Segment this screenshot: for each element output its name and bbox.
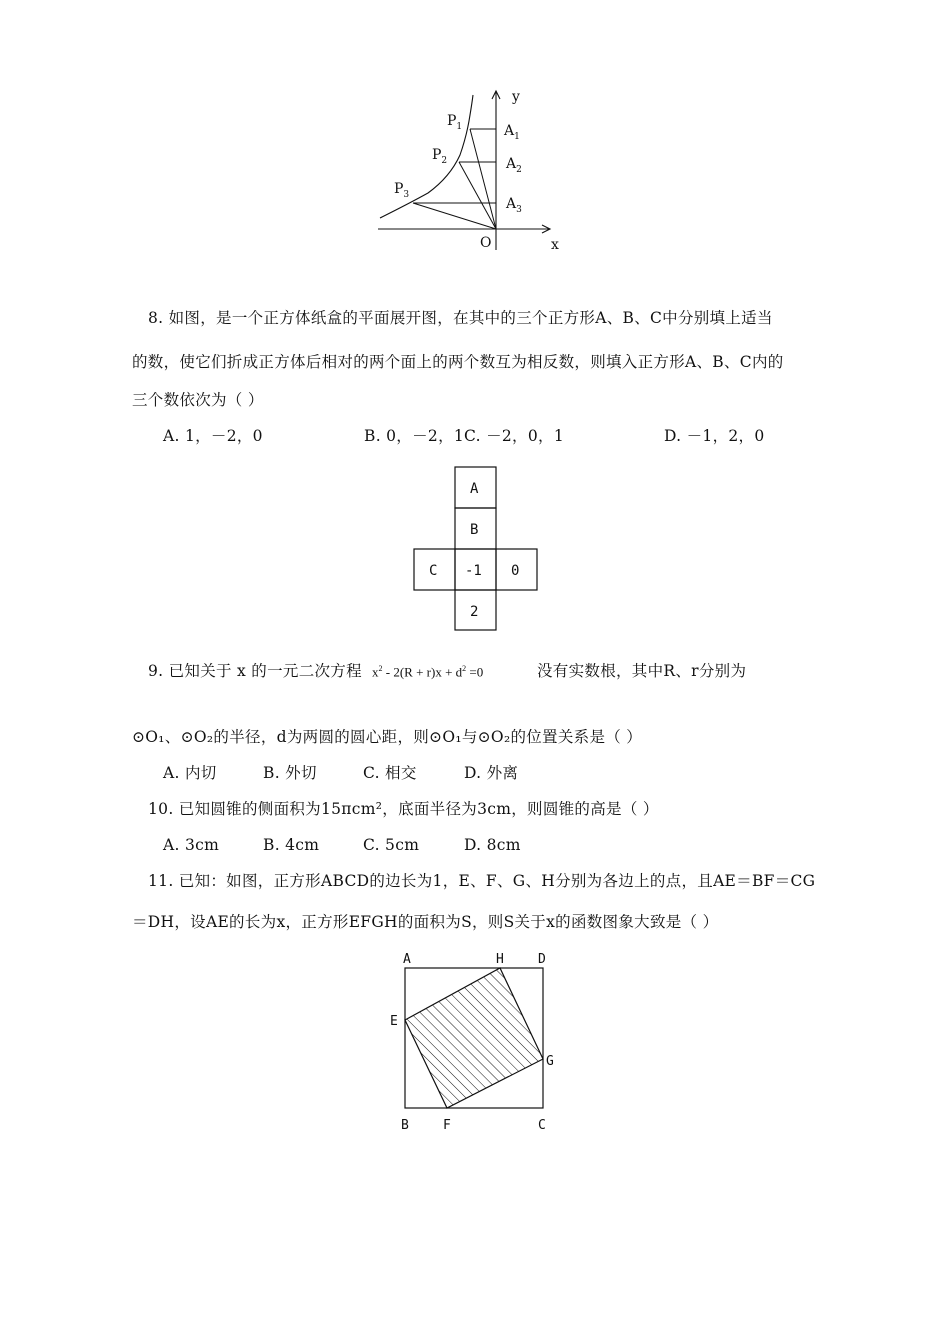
q11-line1: 11. 已知：如图，正方形ABCD的边长为1，E、F、G、H分别为各边上的点，且AE＝BF＝CG xyxy=(148,872,816,890)
net-label-bottom: 2 xyxy=(470,604,479,620)
x-label: x xyxy=(551,237,559,253)
p2-label: $P_2$ xyxy=(432,147,448,166)
q9-equation xyxy=(372,664,483,680)
q8-line2: 的数，使它们折成正方体后相对的两个面上的两个数互为相反数，则填入正方形A、B、C内的 xyxy=(132,353,784,371)
q10-option-a: A. 3cm xyxy=(163,836,220,854)
label-a: A xyxy=(403,952,411,967)
label-c: C xyxy=(538,1118,546,1133)
q9-option-c: C. 相交 xyxy=(363,764,417,782)
q8-option-d: D. －1，2，0 xyxy=(664,427,765,445)
label-f: F xyxy=(443,1118,451,1133)
coordinate-figure xyxy=(370,85,580,260)
eq-x: x xyxy=(372,664,379,680)
q9-option-d: D. 外离 xyxy=(464,764,519,782)
a1-label: $A_1$ xyxy=(504,123,520,142)
y-label: y xyxy=(512,89,520,105)
label-e: E xyxy=(390,1014,398,1029)
q8-option-bc: B. 0，－2，1C. －2，0，1 xyxy=(364,427,564,445)
a2-label: $A_2$ xyxy=(506,156,522,175)
p1-label: $P_1$ xyxy=(447,113,463,132)
net-label-c: C xyxy=(429,563,438,579)
q10-option-b: B. 4cm xyxy=(263,836,320,854)
net-label-a: A xyxy=(470,481,479,497)
p3-label: $P_3$ xyxy=(394,181,410,200)
label-h: H xyxy=(496,952,504,967)
origin-label: O xyxy=(480,235,492,251)
eq-sup-2: 2 xyxy=(462,664,467,673)
net-label-b: B xyxy=(470,522,479,538)
q9-option-b: B. 外切 xyxy=(263,764,317,782)
cube-net-figure xyxy=(412,466,542,632)
net-label-right: 0 xyxy=(511,563,520,579)
q9-option-a: A. 内切 xyxy=(163,764,217,782)
hyperbola-curve xyxy=(380,95,473,218)
q8-line3: 三个数依次为（ ） xyxy=(132,391,264,409)
q9-line2: ⊙O₁、⊙O₂的半径，d为两圆的圆心距，则⊙O₁与⊙O₂的位置关系是（ ） xyxy=(132,728,643,746)
net-label-center: -1 xyxy=(465,563,482,579)
label-d: D xyxy=(538,952,546,967)
square-efgh xyxy=(405,968,543,1108)
q9-suffix: 没有实数根，其中R、r分别为 xyxy=(537,662,747,680)
eq-sup-1: 2 xyxy=(378,664,383,673)
square-figure xyxy=(385,948,565,1138)
q10-option-c: C. 5cm xyxy=(363,836,420,854)
q9-prefix: 9. 已知关于 x 的一元二次方程 xyxy=(148,662,362,680)
eq-middle: - 2(R + r)x + d xyxy=(382,664,463,680)
segment-o-p1 xyxy=(470,129,496,229)
q11-line2: ＝DH，设AE的长为x，正方形EFGH的面积为S，则S关于x的函数图象大致是（ ） xyxy=(132,913,719,931)
label-b: B xyxy=(401,1118,409,1133)
label-g: G xyxy=(546,1054,554,1069)
a3-label: $A_3$ xyxy=(506,196,522,215)
q8-option-a: A. 1，－2，0 xyxy=(163,427,263,445)
q10-option-d: D. 8cm xyxy=(464,836,521,854)
q10-text: 10. 已知圆锥的侧面积为15πcm²，底面半径为3cm，则圆锥的高是（ ） xyxy=(148,800,659,818)
q8-line1: 8. 如图，是一个正方体纸盒的平面展开图，在其中的三个正方形A、B、C中分别填上适当 xyxy=(148,309,773,327)
eq-end: =0 xyxy=(466,664,484,680)
